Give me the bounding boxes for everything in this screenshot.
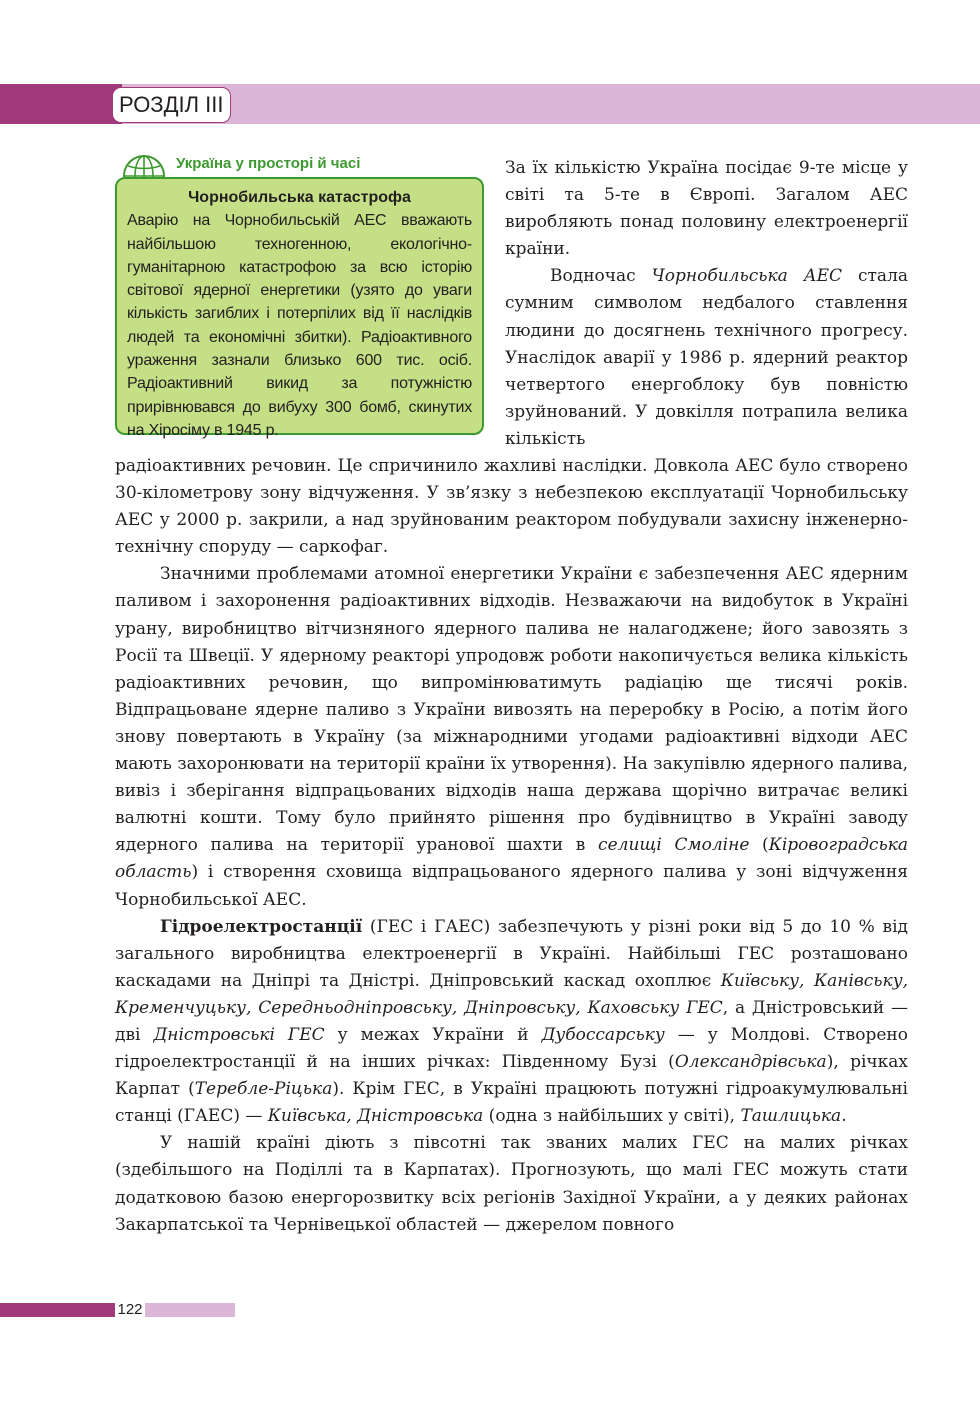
text-run: (ГЕС і ГАЕС) забезпечують у різні роки від 5 до 10 % від загального виробництва електроенергії в Україні. Найбільші ГЕС розташовано каскадами на Дніпрі та Дністрі. Дніпровський каскад охоплює — [115, 916, 908, 991]
emphasis: селищі Смоліне — [598, 835, 750, 856]
section-label: РОЗДІЛ III — [112, 87, 231, 123]
emphasis: Теребле-Ріцька — [194, 1079, 333, 1100]
emphasis: Кіровоградська область — [115, 835, 908, 883]
sidebar-heading: Україна у просторі й часі — [176, 155, 361, 172]
paragraph — [115, 914, 908, 1131]
sidebar-box-text: Аварію на Чорнобильській АЕС вважають найбільшою техногенною, екологічно-гуманітарною катастрофою за всю історію світової ядерної енергетики (узято до уваги кількість загиблих і потерпілих від її наслідків людей та економічні збитки). Радіоактивного ураження зазнали близько 600 тис. осіб. Радіоактивний викид за потужністю прирівнювався до вибуху 300 бомб, скинутих на Хіросіму в 1945 р. — [127, 212, 472, 439]
text-run: у межах України й — [324, 1024, 542, 1045]
text-run: (одна з найбільших у світі), — [483, 1106, 741, 1127]
emphasis: Дубоссарську — [541, 1024, 665, 1045]
header-accent-bar — [0, 84, 122, 124]
text-run: . — [841, 1106, 847, 1127]
emphasis: Олександрівська — [674, 1052, 827, 1073]
text-run: ). Крім ГЕС, в Україні працюють потужні гідроакумулювальні станці (ГАЕС) — — [115, 1079, 908, 1127]
sidebar-box — [115, 177, 484, 439]
text-run: Значними проблемами атомної енергетики України є забезпечення АЕС ядерним паливом і захоронення радіоактивних відходів. Незважаючи на видобуток в Україні урану, виробництво вітчизняного ядерного палива не налагоджене; його завозять з Росії та Швеції. У ядерному реакторі упродовж роботи накопичується велика кількість радіоактивних речовин, що випромінюватимуть радіацію ще тисячі років. Відпрацьоване ядерне паливо з України вивозять на переробку в Росію, а потім його знову повертають в Україну (за міжнародними угодами радіоактивні відходи АЕС мають захоронювати на території країни їх утворення). На закупівлю ядерного палива, вивіз і зберігання відпрацьованих відходів наша держава щорічно витрачає великі валютні кошти. Тому було прийнято рішення про будівництво в Україні заводу ядерного палива на території уранової шахти в — [115, 564, 908, 856]
term-bold: Гідроелектростанції — [160, 916, 363, 937]
text-run: Водночас — [550, 266, 652, 287]
text-run: , а Дністровський — дві — [115, 997, 909, 1045]
text-run: — у Молдові. Створено гідроелектростанції й на інших річках: Південному Бузі ( — [115, 1024, 908, 1073]
text-run: ) і створення сховища відпрацьованого ядерного палива у зоні відчуження Чорнобильської АЕС. — [115, 862, 908, 910]
emphasis: Дністровські ГЕС — [153, 1024, 325, 1045]
paragraph: радіоактивних речовин. Це спричинило жахливі наслідки. Довкола АЕС було створено 30-кілометрову зону відчуження. У зв’язку з небезпекою експлуатації Чорнобильську АЕС у 2000 р. закрили, а над зруйнованим реактором побудували захисну інженерно-технічну споруду — саркофаг. — [115, 456, 908, 558]
footer-accent-bar — [0, 1303, 115, 1317]
paragraph: За їх кількістю Україна посідає 9-те місце у світі та 5-те в Європі. Загалом АЕС виробляють понад половину електроенергії країни. — [505, 158, 908, 260]
right-column — [505, 155, 908, 453]
emphasis: Ташлицька — [740, 1106, 842, 1127]
paragraph — [115, 561, 908, 913]
paragraph — [505, 263, 908, 453]
sidebar-box-title: Чорнобильська катастрофа — [188, 189, 411, 206]
emphasis: Чорнобильська АЕС — [651, 266, 843, 287]
text-run: стала сумним символом недбалого ставлення людини до досягнень технічного прогресу. Унаслідок аварії у 1986 р. ядерний реактор четвертого енергоблоку був повністю зруйнований. У довкілля потрапила велика кількість — [505, 266, 909, 449]
body-text — [115, 453, 908, 1239]
footer-band — [145, 1303, 235, 1317]
paragraph: У нашій країні діють з півсотні так званих малих ГЕС на малих річках (здебільшого на Поділлі та в Карпатах). Прогнозують, що малі ГЕС можуть стати додатковою базою енергорозвитку всіх регіонів Західної України, а у деяких районах Закарпатської та Чернівецької областей — джерелом повного — [115, 1133, 908, 1235]
text-run: ), річках Карпат ( — [115, 1052, 908, 1100]
text-run: ( — [749, 835, 769, 856]
emphasis: Київську, Канівську, Кременчуцьку, Середньодніпровську, Дніпровську, Каховську ГЕС — [115, 970, 908, 1018]
emphasis: Київська, Дністровська — [267, 1106, 484, 1127]
page-number: 122 — [115, 1300, 145, 1320]
